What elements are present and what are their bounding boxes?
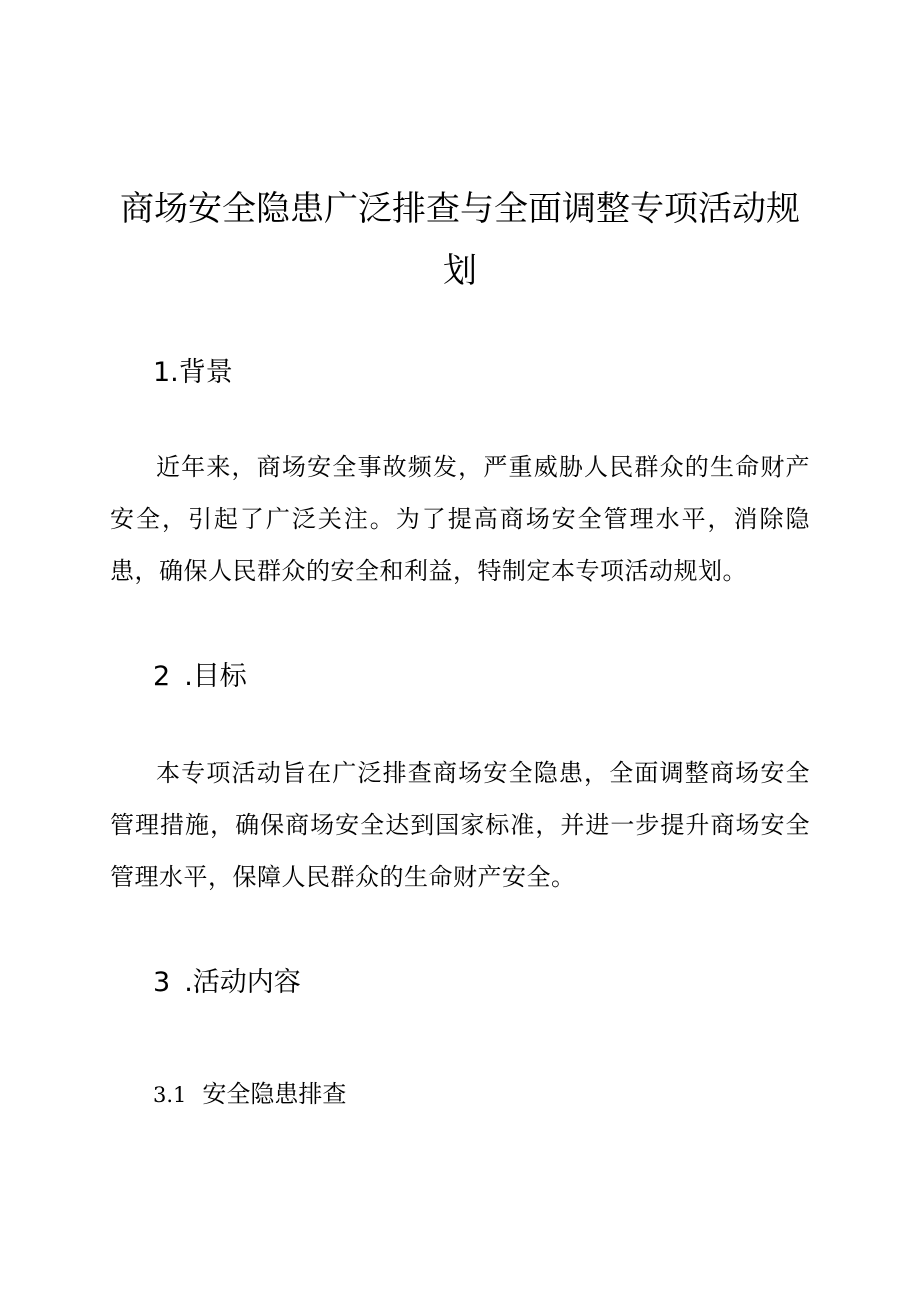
section-number: 3 xyxy=(153,967,171,998)
section-heading-goals xyxy=(153,660,247,694)
section-heading-background xyxy=(153,356,233,390)
document-title: 商场安全隐患广泛排查与全面调整专项活动规划 xyxy=(120,189,800,291)
section-heading-text: .活动内容 xyxy=(184,967,301,998)
section-heading-activities xyxy=(153,966,301,1000)
section-heading-text: .目标 xyxy=(184,661,247,692)
section-number: 1. xyxy=(153,357,179,388)
section-number: 2 xyxy=(153,661,171,692)
subsection-number: 3.1 xyxy=(153,1083,187,1107)
section-heading-text: 背景 xyxy=(178,357,233,388)
goals-paragraph: 本专项活动旨在广泛排查商场安全隐患，全面调整商场安全管理措施，确保商场安全达到国家标准，并进一步提升商场安全管理水平，保障人民群众的生命财产安全。 xyxy=(110,759,810,891)
background-paragraph: 近年来，商场安全事故频发，严重威胁人民群众的生命财产安全，引起了广泛关注。为了提高商场安全管理水平，消除隐患，确保人民群众的安全和利益，特制定本专项活动规划。 xyxy=(110,453,810,585)
subsection-heading-hazard-inspection xyxy=(153,1078,346,1114)
subsection-heading-text: 安全隐患排查 xyxy=(202,1080,347,1108)
